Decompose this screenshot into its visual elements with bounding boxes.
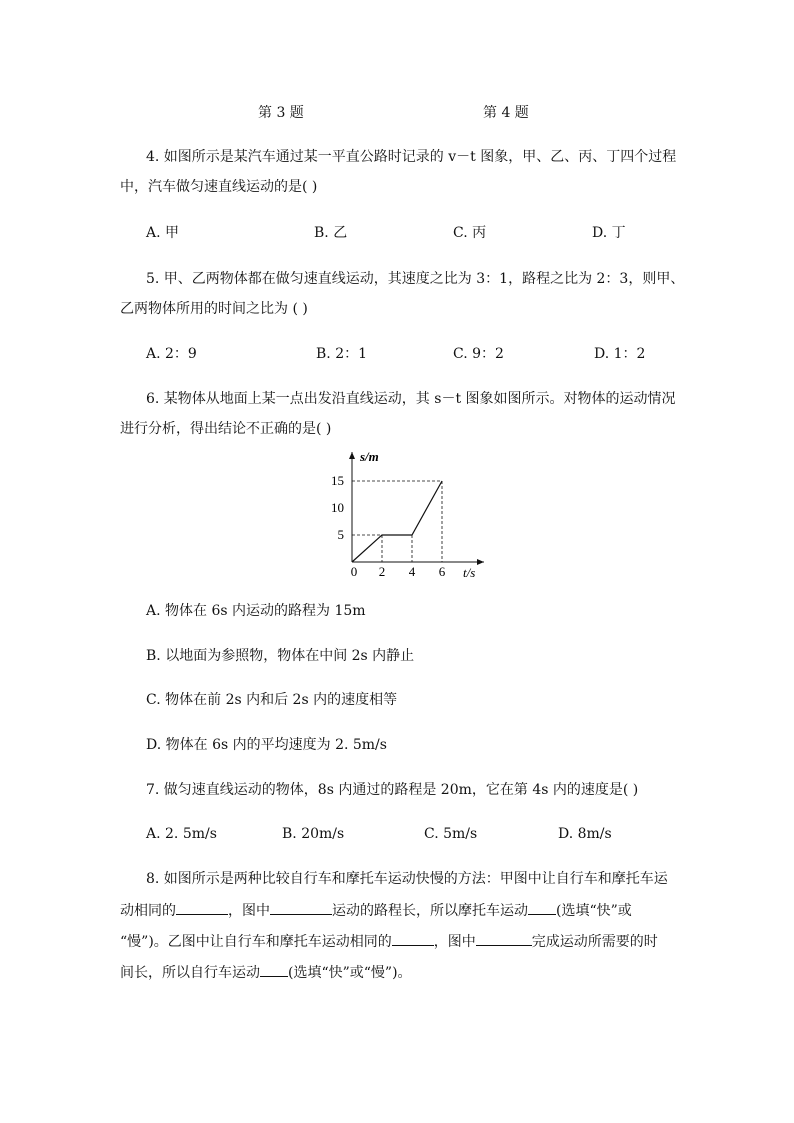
q7-option-b: B. 20m/s [282,826,345,842]
q6-stem-line2: 进行分析，得出结论不正确的是( ) [120,421,332,437]
q6-option-d: D. 物体在 6s 内的平均速度为 2. 5m/s [146,737,387,753]
q8-line2 [120,900,632,921]
q7-stem: 7. 做匀速直线运动的物体，8s 内通过的路程是 20m，它在第 4s 内的速度是( ) [146,782,639,798]
x-tick-label: 2 [378,564,386,579]
axis-ticks [331,473,446,579]
q8-line1: 8. 如图所示是两种比较自行车和摩托车运动快慢的方法：甲图中让自行车和摩托车运 [146,871,668,887]
q7-option-d: D. 8m/s [558,826,612,842]
q6-option-a: A. 物体在 6s 内运动的路程为 15m [146,603,366,619]
answer-blank[interactable] [270,900,332,915]
y-tick-label: 5 [337,527,344,542]
q7-option-c: C. 5m/s [424,826,478,842]
q8-text: 完成运动所需要的时 [531,934,658,950]
q6-stem-line1: 6. 某物体从地面上某一点出发沿直线运动，其 s－t 图象如图所示。对物体的运动情况 [146,391,676,407]
q4-stem-line2: 中，汽车做匀速直线运动的是( ) [120,179,318,195]
q7-option-a: A. 2. 5m/s [146,826,217,842]
fig4-caption: 第 4 题 [483,105,529,121]
q8-text: 运动的路程长，所以摩托车运动 [332,903,528,919]
y-axis-label: s/m [360,449,379,464]
origin-label: 0 [350,564,358,579]
q5-option-d: D. 1：2 [594,346,646,362]
q4-option-a: A. 甲 [146,225,180,241]
answer-blank[interactable] [476,931,532,946]
x-tick-label: 6 [438,564,446,579]
q8-text: ，图中 [433,934,476,950]
q8-line3 [120,931,658,952]
series-line [352,481,442,562]
q6-option-b: B. 以地面为参照物，物体在中间 2s 内静止 [146,648,415,664]
x-axis-label: t/s [463,565,476,580]
fig3-caption: 第 3 题 [258,105,304,121]
q8-text: 间长，所以自行车运动 [120,965,260,981]
answer-blank[interactable] [260,962,288,977]
q8-text: 动相同的 [120,903,176,919]
q4-option-c: C. 丙 [453,225,487,241]
q8-line4 [120,962,412,983]
q8-text: (选填“快”或“慢”)。 [288,965,412,981]
answer-blank[interactable] [176,900,228,915]
st-graph [322,448,490,586]
y-tick-label: 15 [331,473,344,488]
q5-option-c: C. 9：2 [453,346,504,362]
q5-stem-line2: 乙两物体所用的时间之比为 ( ) [120,301,308,317]
q8-text: (选填“快”或 [556,903,632,919]
q5-option-a: A. 2：9 [146,346,197,362]
q5-option-b: B. 2：1 [316,346,368,362]
q6-option-c: C. 物体在前 2s 内和后 2s 内的速度相等 [146,692,398,708]
q4-option-d: D. 丁 [592,225,626,241]
q8-text: ，图中 [228,903,270,919]
q5-stem-line1: 5. 甲、乙两物体都在做匀速直线运动，其速度之比为 3：1，路程之比为 2：3，则甲、 [146,271,685,287]
x-tick-label: 4 [408,564,416,579]
answer-blank[interactable] [528,900,556,915]
q4-option-b: B. 乙 [314,225,348,241]
q4-stem-line1: 4. 如图所示是某汽车通过某一平直公路时记录的 v－t 图象，甲、乙、丙、丁四个过程 [146,149,677,165]
answer-blank[interactable] [392,931,434,946]
y-tick-label: 10 [331,500,344,515]
q8-text: “慢”)。乙图中让自行车和摩托车运动相同的 [120,934,392,950]
